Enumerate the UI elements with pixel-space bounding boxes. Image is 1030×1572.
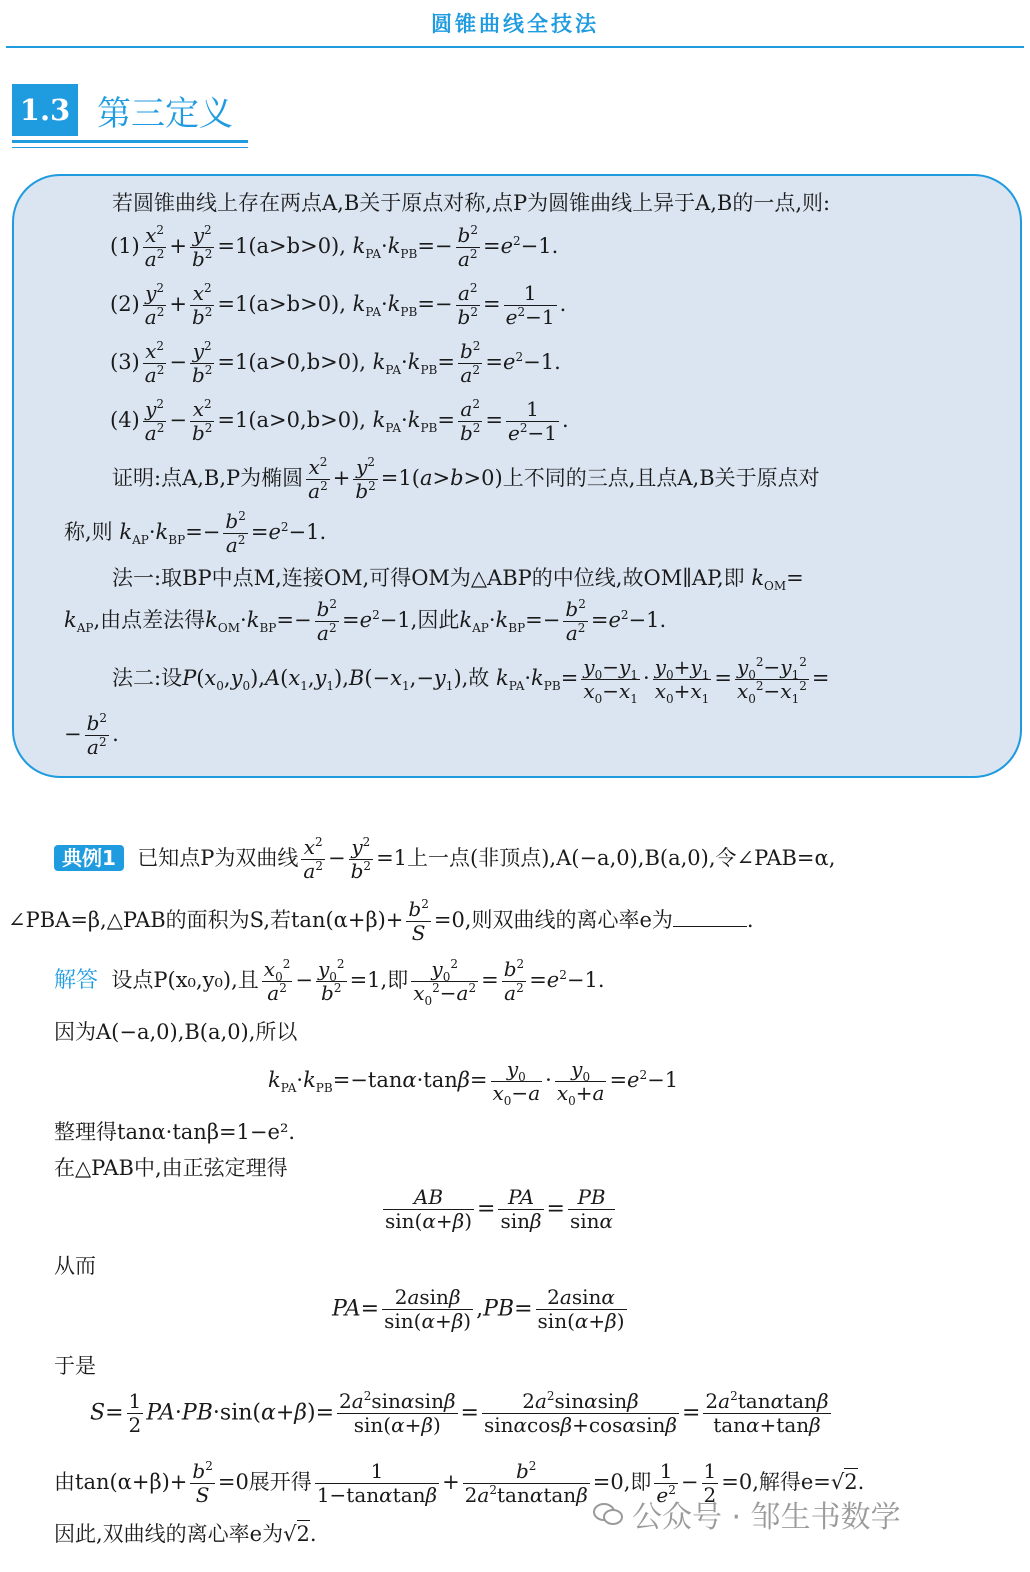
section-underline [12, 140, 248, 143]
solution-line-5: 从而 [54, 1254, 96, 1278]
sine-law-eq: $\frac{AB}{\sin(\alpha+\beta)}$ = $\frac{PA}{\sin\beta}$ = $\frac{PB}{\sin\alpha}$ [385, 1185, 614, 1233]
section-title: 第三定义 [97, 94, 233, 134]
solution-eq-1: $k_{PA}\cdot k_{PB}=-\tan\alpha\cdot\tan\beta=$ $\frac{y_0}{x_0-a}$ · $\frac{y_0}{x_0+a}$ $=e^2-1$ [268, 1057, 679, 1108]
section-underline-thin [12, 147, 248, 148]
method1-line-2: $k_{AP}$,由点差法得$k_{OM}\cdot k_{BP}=-$ $\frac{b^2}{a^2}$ $=e^2-1$,因此$k_{AP}\cdot k_{BP}=-$ $\frac{b^2}{a^2}$ $=e^2-1$. [64, 597, 667, 645]
proof-line-1: 证明:点A,B,P为椭圆 $\frac{x^2}{a^2}$ + $\frac{y^2}{b^2}$ =1(a>b>0)上不同的三点,且点A,B关于原点对 [112, 455, 820, 503]
example-line-1: 典例1 已知点P为双曲线 $\frac{x^2}{a^2}$ − $\frac{y^2}{b^2}$ =1上一点(非顶点),A(−a,0),B(a,0),令∠PAB=α, [54, 836, 835, 883]
method2-line-2: − $\frac{b^2}{a^2}$ . [64, 711, 119, 759]
example-line-2: ∠PBA=β,△PAB的面积为S,若tan(α+β)+ $\frac{b^2}{S}$ =0,则双曲线的离心率e为 . [8, 897, 754, 945]
method2-line-1: 法二:设$P(x_0,y_0),A(x_1,y_1),B(-x_1,-y_1)$,故 $k_{PA}\cdot k_{PB}=$ $\frac{y_0-y_1}{x_0-x_1}$ · $\frac{y_0+y_1}{x_0+x_1}$ = $\frac{y_0^2-y_1^2}{x_0^2-x_1^2}$ = [112, 655, 830, 706]
solution-line-8: 因此,双曲线的离心率e为√2. [54, 1522, 317, 1546]
wechat-icon [592, 1502, 624, 1526]
solution-line-4: 在△PAB中,由正弦定理得 [54, 1156, 288, 1180]
pa-pb-eq: PA= $\frac{2asin\beta}{\sin(\alpha+\beta)}$ ,PB= $\frac{2asin\alpha}{\sin(\alpha+\beta)}$ [332, 1285, 625, 1333]
header-title: 圆锥曲线全技法 [431, 12, 599, 36]
formula-2: (2) $\frac{y^2}{a^2}$ + $\frac{x^2}{b^2}$ =1(a>b>0), $k_{PA}\cdot k_{PB}=-$ $\frac{a^2}{b^2}$ = $\frac{1}{e^2-1}$ . [110, 281, 567, 329]
watermark-text: 公众号 · 邹生书数学 [632, 1500, 901, 1535]
proof-line-2: 称,则 $k_{AP}\cdot k_{BP}=-$ $\frac{b^2}{a^2}$ $=e^2-1$. [64, 509, 327, 557]
answer-label: 解答 [54, 968, 99, 993]
solution-line-2: 因为A(−a,0),B(a,0),所以 [54, 1020, 298, 1044]
solution-line-7: 由tan(α+β)+ $\frac{b^2}{S}$ =0展开得 $\frac{1}{1-\tan\alpha\tan\beta}$ + $\frac{b^2}{2a^2\tan\alpha\tan\beta}$ =0,即 $\frac{1}{e^2}$ − $\frac{1}{2}$ =0,解得e=√2. [54, 1459, 865, 1507]
example-tag: 典例1 [54, 845, 124, 871]
solution-line-6: 于是 [54, 1354, 96, 1378]
solution-line-3: 整理得tanα·tanβ=1−e². [54, 1120, 296, 1144]
header-divider [6, 46, 1024, 48]
solution-line-1: 解答 设点P(x₀,y₀),且 $\frac{x_0^2}{a^2}$ − $\frac{y_0^2}{b^2}$ =1,即 $\frac{y_0^2}{x_0^2-a^2}$ = $\frac{b^2}{a^2}$ $=e^2-1$. [54, 957, 605, 1008]
answer-blank [673, 908, 747, 927]
area-eq: S= $\frac{1}{2}$ PA·PB·sin(α+β)= $\frac{2a^2\sin\alpha\sin\beta}{\sin(\alpha+\beta)}$ = $\frac{2a^2\sin\alpha\sin\beta}{\sin\alpha\cos\beta+\cos\alpha\sin\beta}$ = $\frac{2a^2\tan\alpha\tan\beta}{\tan\alpha+\tan\beta}$ [90, 1389, 829, 1437]
box-intro: 若圆锥曲线上存在两点A,B关于原点对称,点P为圆锥曲线上异于A,B的一点,则: [112, 191, 831, 215]
section-number: 1.3 [12, 84, 78, 136]
formula-1: (1) $\frac{x^2}{a^2}$ + $\frac{y^2}{b^2}$ =1(a>b>0), $k_{PA}\cdot k_{PB}=-$ $\frac{b^2}{a^2}$ $=e^2-1$. [110, 223, 559, 271]
formula-4: (4) $\frac{y^2}{a^2}$ − $\frac{x^2}{b^2}$ =1(a>0,b>0), $k_{PA}\cdot k_{PB}=$ $\frac{a^2}{b^2}$ = $\frac{1}{e^2-1}$ . [110, 397, 569, 445]
formula-3: (3) $\frac{x^2}{a^2}$ − $\frac{y^2}{b^2}$ =1(a>0,b>0), $k_{PA}\cdot k_{PB}=$ $\frac{b^2}{a^2}$ $=e^2-1$. [110, 339, 561, 387]
method1-line-1: 法一:取BP中点M,连接OM,可得OM为△ABP的中位线,故OM∥AP,即 $k_{OM}=$ [112, 566, 804, 593]
